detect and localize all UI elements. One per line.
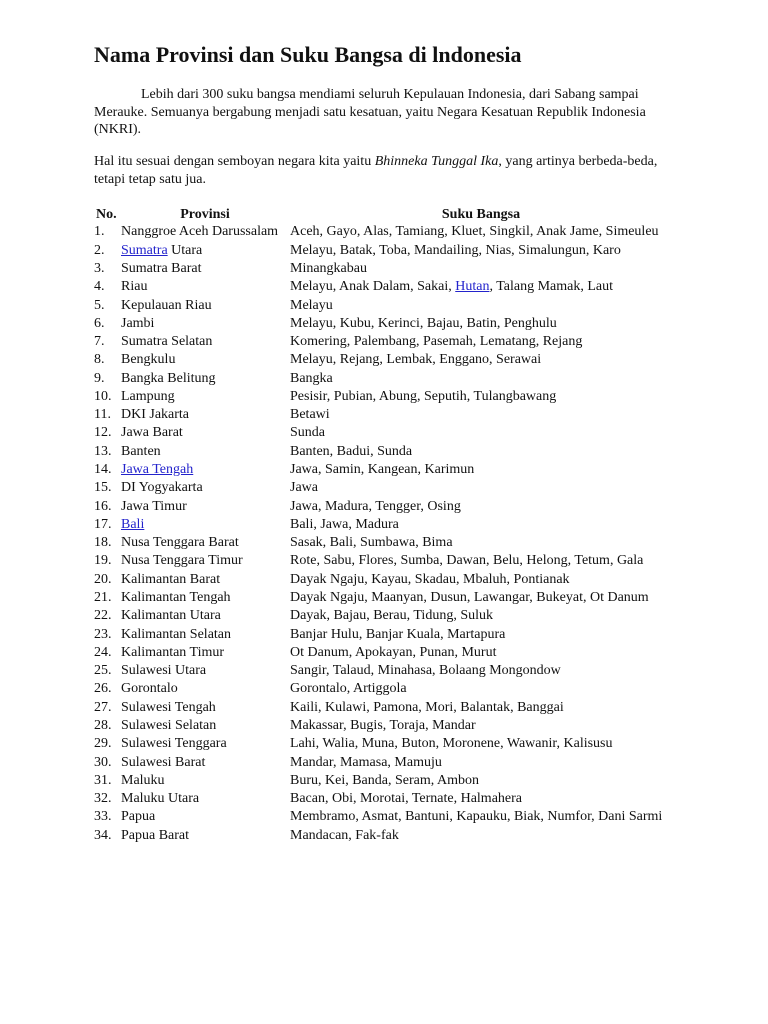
row-number: 6. bbox=[94, 315, 105, 331]
table-row bbox=[92, 717, 673, 735]
table-row bbox=[92, 278, 673, 296]
table-row bbox=[92, 570, 673, 588]
header-provinsi: Provinsi bbox=[180, 206, 230, 222]
table-row bbox=[92, 680, 673, 698]
row-provinsi: Bengkulu bbox=[121, 352, 176, 368]
table-row bbox=[92, 516, 673, 534]
row-provinsi: Sulawesi Tengah bbox=[121, 699, 216, 715]
row-provinsi: DKI Jakarta bbox=[121, 407, 190, 423]
row-provinsi: Lampung bbox=[121, 388, 175, 404]
row-suku: Sasak, Bali, Sumbawa, Bima bbox=[290, 535, 453, 551]
row-number: 27. bbox=[94, 699, 112, 715]
provinsi-link[interactable]: Sumatra bbox=[121, 242, 168, 258]
row-suku: Ot Danum, Apokayan, Punan, Murut bbox=[290, 644, 497, 660]
row-suku: Sunda bbox=[290, 425, 325, 441]
row-number: 19. bbox=[94, 553, 112, 569]
row-number: 24. bbox=[94, 644, 112, 660]
provinsi-text: Utara bbox=[171, 242, 203, 258]
table-row bbox=[92, 351, 673, 369]
row-suku: Jawa, Madura, Tengger, Osing bbox=[290, 498, 461, 514]
row-provinsi: Maluku bbox=[121, 772, 165, 788]
intro-paragraph: Lebih dari 300 suku bangsa mendiami seluruh Kepulauan Indonesia, dari Sabang sampai Merauke. Semuanya bergabung menjadi satu kesatuan, yaitu Negara Kesatuan Republik Indonesia (NKRI). bbox=[94, 87, 646, 137]
row-suku: Melayu, Batak, Toba, Mandailing, Nias, Simalungun, Karo bbox=[290, 242, 621, 258]
row-number: 5. bbox=[94, 297, 105, 313]
row-provinsi: Bangka Belitung bbox=[121, 370, 216, 386]
table-row bbox=[92, 625, 673, 643]
table-row bbox=[92, 790, 673, 808]
row-number: 28. bbox=[94, 717, 112, 733]
row-number: 11. bbox=[94, 407, 111, 423]
row-provinsi: Riau bbox=[121, 279, 148, 295]
row-suku: Bacan, Obi, Morotai, Ternate, Halmahera bbox=[290, 791, 523, 807]
row-suku: Minangkabau bbox=[290, 260, 367, 276]
row-number: 2. bbox=[94, 242, 105, 258]
row-provinsi: Nusa Tenggara Barat bbox=[121, 535, 239, 551]
row-provinsi: Nanggroe Aceh Darussalam bbox=[121, 224, 279, 240]
row-provinsi: Kalimantan Barat bbox=[121, 571, 221, 587]
table-row bbox=[92, 808, 673, 826]
table-row bbox=[92, 241, 673, 259]
province-table bbox=[92, 204, 673, 845]
row-provinsi: Sulawesi Tenggara bbox=[121, 736, 227, 752]
row-number: 8. bbox=[94, 352, 105, 368]
row-provinsi bbox=[121, 516, 289, 534]
row-suku: Aceh, Gayo, Alas, Tamiang, Kluet, Singkil, Anak Jame, Simeuleu bbox=[290, 224, 659, 240]
row-number: 34. bbox=[94, 827, 112, 843]
table-row bbox=[92, 735, 673, 753]
row-suku: Mandacan, Fak-fak bbox=[290, 827, 399, 843]
row-number: 12. bbox=[94, 425, 112, 441]
row-number: 7. bbox=[94, 334, 105, 350]
row-provinsi: Jawa Timur bbox=[121, 498, 187, 514]
row-provinsi: Kalimantan Selatan bbox=[121, 626, 232, 642]
row-provinsi: Kepulauan Riau bbox=[121, 297, 212, 313]
row-number: 17. bbox=[94, 516, 112, 532]
suku-text: Melayu, Anak Dalam, Sakai, bbox=[290, 279, 456, 295]
table-row bbox=[92, 442, 673, 460]
row-provinsi: Papua bbox=[121, 809, 156, 825]
table-row bbox=[92, 424, 673, 442]
table-row bbox=[92, 771, 673, 789]
table-row bbox=[92, 369, 673, 387]
row-provinsi: DI Yogyakarta bbox=[121, 480, 203, 496]
row-number: 4. bbox=[94, 279, 105, 295]
row-provinsi: Kalimantan Tengah bbox=[121, 590, 231, 606]
row-provinsi: Jambi bbox=[121, 315, 155, 331]
table-header-row bbox=[92, 204, 673, 223]
row-suku: Melayu, Rejang, Lembak, Enggano, Serawai bbox=[290, 352, 542, 368]
row-provinsi: Sulawesi Utara bbox=[121, 663, 207, 679]
row-provinsi: Papua Barat bbox=[121, 827, 190, 843]
suku-text-after: , Talang Mamak, Laut bbox=[489, 279, 614, 295]
row-number: 20. bbox=[94, 571, 112, 587]
motto-text-after: , yang artinya berbeda-beda, tetapi tetap satu jua. bbox=[94, 154, 658, 187]
page-title: Nama Provinsi dan Suku Bangsa di lndonesia bbox=[94, 42, 522, 67]
header-suku: Suku Bangsa bbox=[441, 206, 521, 222]
row-number: 15. bbox=[94, 480, 112, 496]
row-number: 33. bbox=[94, 809, 112, 825]
row-suku: Komering, Palembang, Pasemah, Lematang, Rejang bbox=[290, 334, 583, 350]
table-row bbox=[92, 479, 673, 497]
table-row bbox=[92, 607, 673, 625]
row-number: 1. bbox=[94, 224, 105, 240]
table-row bbox=[92, 534, 673, 552]
row-number: 23. bbox=[94, 626, 112, 642]
row-number: 31. bbox=[94, 772, 112, 788]
row-suku: Dayak, Bajau, Berau, Tidung, Suluk bbox=[290, 608, 493, 624]
row-suku: Kaili, Kulawi, Pamona, Mori, Balantak, Banggai bbox=[290, 699, 564, 715]
row-number: 14. bbox=[94, 462, 112, 478]
row-provinsi: Jawa Barat bbox=[121, 425, 183, 441]
row-suku: Bangka bbox=[290, 370, 333, 386]
row-suku: Pesisir, Pubian, Abung, Seputih, Tulangbawang bbox=[290, 388, 557, 404]
table-row bbox=[92, 333, 673, 351]
row-suku: Dayak Ngaju, Maanyan, Dusun, Lawangar, Bukeyat, Ot Danum bbox=[290, 590, 649, 606]
row-suku: Dayak Ngaju, Kayau, Skadau, Mbaluh, Pontianak bbox=[290, 571, 570, 587]
table-row bbox=[92, 662, 673, 680]
row-number: 26. bbox=[94, 681, 112, 697]
row-number: 9. bbox=[94, 370, 105, 386]
row-provinsi: Nusa Tenggara Timur bbox=[121, 553, 243, 569]
row-suku: Rote, Sabu, Flores, Sumba, Dawan, Belu, Helong, Tetum, Gala bbox=[290, 553, 644, 569]
table-row bbox=[92, 698, 673, 716]
row-provinsi bbox=[121, 461, 289, 479]
row-suku: Buru, Kei, Banda, Seram, Ambon bbox=[290, 772, 479, 788]
row-provinsi: Kalimantan Timur bbox=[121, 644, 225, 660]
table-row bbox=[92, 461, 673, 479]
row-number: 3. bbox=[94, 260, 105, 276]
suku-link[interactable]: Hutan bbox=[455, 279, 490, 295]
table-row bbox=[92, 314, 673, 332]
row-provinsi bbox=[121, 241, 289, 259]
row-number: 30. bbox=[94, 754, 112, 770]
row-number: 16. bbox=[94, 498, 112, 514]
table-row bbox=[92, 589, 673, 607]
table-row bbox=[92, 753, 673, 771]
row-suku bbox=[289, 278, 673, 296]
motto-text-before: Hal itu sesuai dengan semboyan negara kita yaitu bbox=[94, 154, 375, 169]
row-suku: Betawi bbox=[290, 407, 330, 423]
row-number: 29. bbox=[94, 736, 112, 752]
row-suku: Bali, Jawa, Madura bbox=[290, 516, 399, 532]
row-suku: Banjar Hulu, Banjar Kuala, Martapura bbox=[290, 626, 506, 642]
row-number: 10. bbox=[94, 388, 112, 404]
row-suku: Banten, Badui, Sunda bbox=[290, 443, 413, 459]
row-suku: Membramo, Asmat, Bantuni, Kapauku, Biak, Numfor, Dani Sarmi bbox=[290, 809, 663, 825]
row-provinsi: Gorontalo bbox=[121, 681, 178, 697]
provinsi-link[interactable]: Jawa Tengah bbox=[121, 462, 194, 478]
table-row bbox=[92, 223, 673, 241]
row-suku: Gorontalo, Artiggola bbox=[290, 681, 407, 697]
row-provinsi: Sumatra Barat bbox=[121, 260, 202, 276]
row-suku: Mandar, Mamasa, Mamuju bbox=[290, 754, 442, 770]
provinsi-link[interactable]: Bali bbox=[121, 516, 145, 532]
row-provinsi: Sumatra Selatan bbox=[121, 334, 213, 350]
row-number: 22. bbox=[94, 608, 112, 624]
row-provinsi: Sulawesi Barat bbox=[121, 754, 206, 770]
table-row bbox=[92, 643, 673, 661]
row-number: 13. bbox=[94, 443, 112, 459]
table-row bbox=[92, 296, 673, 314]
row-suku: Sangir, Talaud, Minahasa, Bolaang Mongondow bbox=[290, 663, 561, 679]
table-row bbox=[92, 388, 673, 406]
row-suku: Lahi, Walia, Muna, Buton, Moronene, Wawanir, Kalisusu bbox=[290, 736, 613, 752]
table-row bbox=[92, 552, 673, 570]
row-number: 32. bbox=[94, 791, 112, 807]
row-number: 18. bbox=[94, 535, 112, 551]
row-provinsi: Sulawesi Selatan bbox=[121, 717, 217, 733]
table-row bbox=[92, 406, 673, 424]
row-provinsi: Maluku Utara bbox=[121, 791, 200, 807]
table-row bbox=[92, 497, 673, 515]
table-row bbox=[92, 826, 673, 844]
row-provinsi: Banten bbox=[121, 443, 161, 459]
motto-italic: Bhinneka Tunggal Ika bbox=[374, 154, 499, 169]
row-provinsi: Kalimantan Utara bbox=[121, 608, 221, 624]
row-number: 21. bbox=[94, 590, 112, 606]
row-suku: Makassar, Bugis, Toraja, Mandar bbox=[290, 717, 476, 733]
row-suku: Jawa bbox=[290, 480, 318, 496]
row-suku: Melayu bbox=[290, 297, 333, 313]
motto-paragraph bbox=[94, 153, 666, 188]
row-number: 25. bbox=[94, 663, 112, 679]
row-suku: Jawa, Samin, Kangean, Karimun bbox=[290, 462, 475, 478]
table-row bbox=[92, 260, 673, 278]
row-suku: Melayu, Kubu, Kerinci, Bajau, Batin, Penghulu bbox=[290, 315, 557, 331]
header-no: No. bbox=[96, 206, 117, 222]
